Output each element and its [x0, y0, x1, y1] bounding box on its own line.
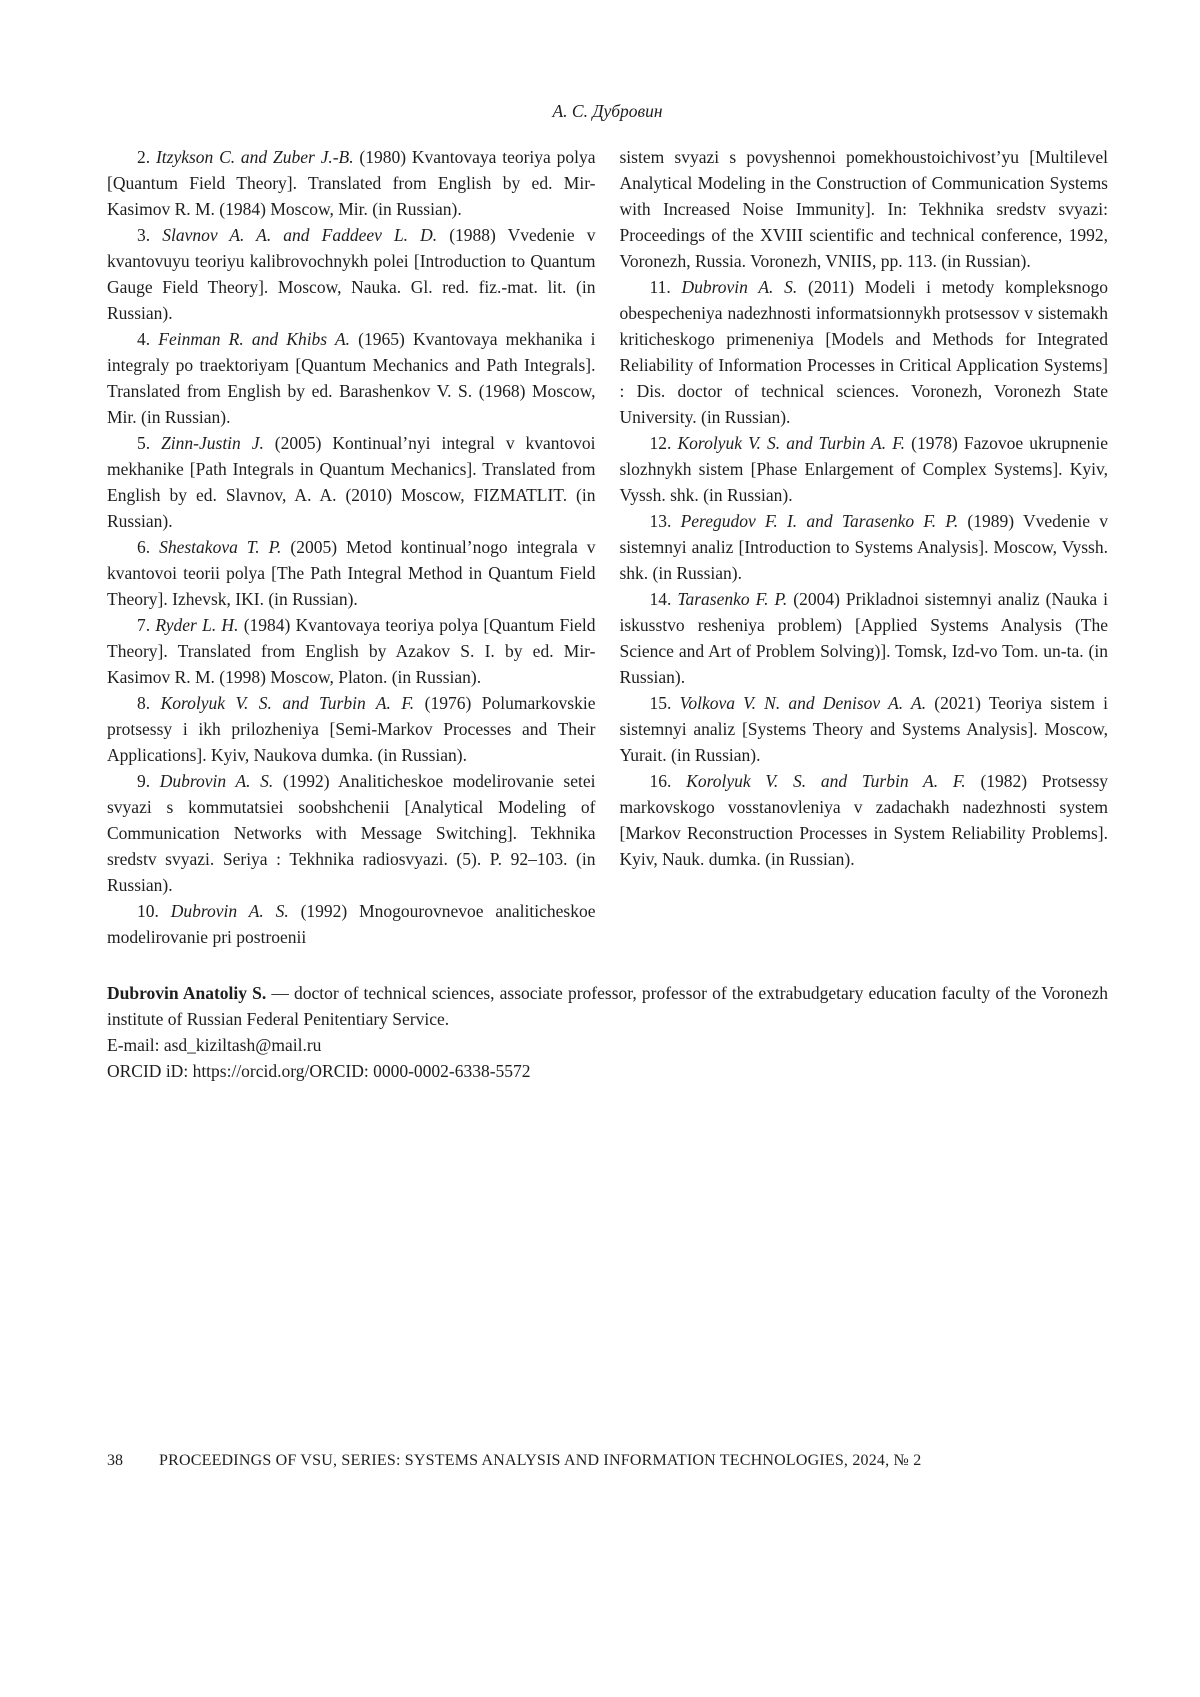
reference-text: (2005) Kontinual’nyi integral v kvantovoi mekhanike [Path Integrals in Quantum Mechanics]. Translated from English by ed. Slavnov, A. A. (2010) Moscow, FIZMATLIT. (in Russian). [107, 433, 596, 531]
reference-text: (1989) Vvedenie v sistemnyi analiz [Introduction to Systems Analysis]. Moscow, Vyssh. shk. (in Russian). [619, 511, 1108, 583]
reference-text: (1978) Fazovoe ukrupnenie slozhnykh sistem [Phase Enlargement of Complex Systems]. Kyiv, Vyssh. shk. (in Russian). [619, 433, 1108, 505]
email-label: E-mail: [107, 1035, 164, 1055]
reference-text: (1980) Kvantovaya teoriya polya [Quantum Field Theory]. Translated from English by ed. Mir-Kasimov R. M. (1984) Moscow, Mir. (in Russian). [107, 147, 596, 219]
reference-authors: Shestakova T. P. [159, 537, 282, 557]
reference-authors: Feinman R. and Khibs A. [158, 329, 351, 349]
reference-text: (1988) Vvedenie v kvantovuyu teoriyu kalibrovochnykh polei [Introduction to Quantum Gauge Field Theory]. Moscow, Nauka. Gl. red. fiz.-mat. lit. (in Russian). [107, 225, 596, 323]
reference-text: (1976) Polumarkovskie protsessy i ikh prilozheniya [Semi-Markov Processes and Their Applications]. Kyiv, Naukova dumka. (in Russian). [107, 693, 596, 765]
reference-authors: Korolyuk V. S. and Turbin A. F. [160, 693, 415, 713]
reference-item [620, 768, 1109, 872]
reference-authors: Tarasenko F. P. [677, 589, 788, 609]
reference-number: 10. [137, 901, 171, 921]
reference-number: 2. [137, 147, 156, 167]
reference-number: 8. [137, 693, 161, 713]
reference-authors: Slavnov A. A. and Faddeev L. D. [162, 225, 438, 245]
references-columns [107, 144, 1108, 950]
reference-item [107, 326, 596, 430]
reference-authors: Korolyuk V. S. and Turbin A. F. [677, 433, 906, 453]
author-email: asd_kiziltash@mail.ru [163, 1035, 322, 1055]
reference-authors: Peregudov F. I. and Tarasenko F. P. [680, 511, 959, 531]
reference-continuation [620, 144, 1109, 274]
author-orcid-line [107, 1058, 1108, 1084]
reference-text: (2021) Teoriya sistem i sistemnyi analiz [Systems Theory and Systems Analysis]. Moscow, Yurait. (in Russian). [619, 693, 1108, 765]
reference-authors: Dubrovin A. S. [159, 771, 274, 791]
reference-item [107, 690, 596, 768]
reference-item [620, 690, 1109, 768]
running-head-author: А. С. Дубровин [552, 101, 663, 121]
author-name: Dubrovin Anatoliy S. [107, 983, 267, 1003]
reference-text: (1982) Protsessy markovskogo vosstanovleniya v zadachakh nadezhnosti system [Markov Reconstruction Processes in System Reliability Problems]. Kyiv, Nauk. dumka. (in Russian). [619, 771, 1109, 869]
reference-number: 7. [137, 615, 156, 635]
reference-item [107, 534, 596, 612]
reference-item [107, 898, 596, 950]
author-description: — doctor of technical sciences, associate professor, professor of the extrabudgetary education faculty of the Voronezh institute of Russian Federal Penitentiary Service. [107, 983, 1108, 1029]
author-email-line [107, 1032, 1108, 1058]
reference-text: (2011) Modeli i metody kompleksnogo obespecheniya nadezhnosti informatsionnykh protsessov v sistemakh kriticheskogo primeneniya [Models and Methods for Integrated Reliability of Information Processes in Critical Application Systems] : Dis. doctor of technical sciences. Voronezh, Voronezh State University. (in Russian). [619, 277, 1108, 427]
reference-item [620, 586, 1109, 690]
reference-authors: Dubrovin A. S. [681, 277, 798, 297]
reference-item [107, 144, 596, 222]
reference-text: sistem svyazi s povyshennoi pomekhoustoichivost’yu [Multilevel Analytical Modeling in the Construction of Communication Systems with Increased Noise Immunity]. In: Tekhnika sredstv svyazi: Proceedings of the XVIII scientific and technical conference, 1992, Voronezh, Russia. Voronezh, VNIIS, pp. 113. (in Russian). [619, 147, 1108, 271]
reference-item [107, 222, 596, 326]
reference-item [620, 274, 1109, 430]
page-footer [107, 1448, 1108, 1474]
reference-item [107, 768, 596, 898]
reference-number: 11. [649, 277, 682, 297]
reference-number: 12. [649, 433, 678, 453]
reference-text: (1992) Analiticheskoe modelirovanie setei svyazi s kommutatsiei soobshchenii [Analytical Modeling of Communication Networks with Message Switching]. Tekhnika sredstv svyazi. Seriya : Tekhnika radiosvyazi. (5). P. 92–103. (in Russian). [107, 771, 596, 895]
reference-item [620, 508, 1109, 586]
left-column [107, 144, 596, 950]
reference-number: 5. [137, 433, 162, 453]
reference-number: 15. [649, 693, 680, 713]
reference-number: 16. [649, 771, 687, 791]
reference-number: 6. [137, 537, 160, 557]
reference-text: (2004) Prikladnoi sistemnyi analiz (Nauka i iskusstvo resheniya problem) [Applied Systems Analysis (The Science and Art of Problem Solving)]. Tomsk, Izd-vo Tom. un-ta. (in Russian). [619, 589, 1109, 687]
reference-item [107, 430, 596, 534]
author-orcid: https://orcid.org/ORCID: 0000-0002-6338-5572 [192, 1061, 531, 1081]
reference-number: 3. [137, 225, 163, 245]
reference-number: 13. [649, 511, 681, 531]
journal-title: PROCEEDINGS OF VSU, SERIES: SYSTEMS ANALYSIS AND INFORMATION TECHNOLOGIES, 2024, № 2 [159, 1452, 922, 1469]
reference-text: (1984) Kvantovaya teoriya polya [Quantum Field Theory]. Translated from English by Azakov S. I. by ed. Mir-Kasimov R. M. (1998) Moscow, Platon. (in Russian). [107, 615, 596, 687]
reference-item [107, 612, 596, 690]
reference-authors: Itzykson C. and Zuber J.-B. [155, 147, 354, 167]
reference-item [620, 430, 1109, 508]
reference-authors: Korolyuk V. S. and Turbin A. F. [686, 771, 966, 791]
reference-text: (2005) Metod kontinual’nogo integrala v kvantovoi teorii polya [The Path Integral Method in Quantum Field Theory]. Izhevsk, IKI. (in Russian). [107, 537, 596, 609]
reference-text: (1992) Mnogourovnevoe analiticheskoe modelirovanie pri postroenii [107, 901, 596, 947]
orcid-label: ORCID iD: [107, 1061, 193, 1081]
reference-authors: Volkova V. N. and Denisov A. A. [679, 693, 927, 713]
reference-text: (1965) Kvantovaya mekhanika i integraly po traektoriyam [Quantum Mechanics and Path Integrals]. Translated from English by ed. Barashenkov V. S. (1968) Moscow, Mir. (in Russian). [107, 329, 596, 427]
reference-number: 4. [137, 329, 159, 349]
reference-authors: Zinn-Justin J. [161, 433, 264, 453]
page-number: 38 [107, 1452, 123, 1469]
author-bio-main [107, 980, 1108, 1032]
reference-authors: Dubrovin A. S. [170, 901, 289, 921]
author-bio [107, 980, 1108, 1084]
reference-authors: Ryder L. H. [155, 615, 239, 635]
right-column [620, 144, 1109, 950]
reference-number: 14. [649, 589, 678, 609]
reference-number: 9. [137, 771, 160, 791]
